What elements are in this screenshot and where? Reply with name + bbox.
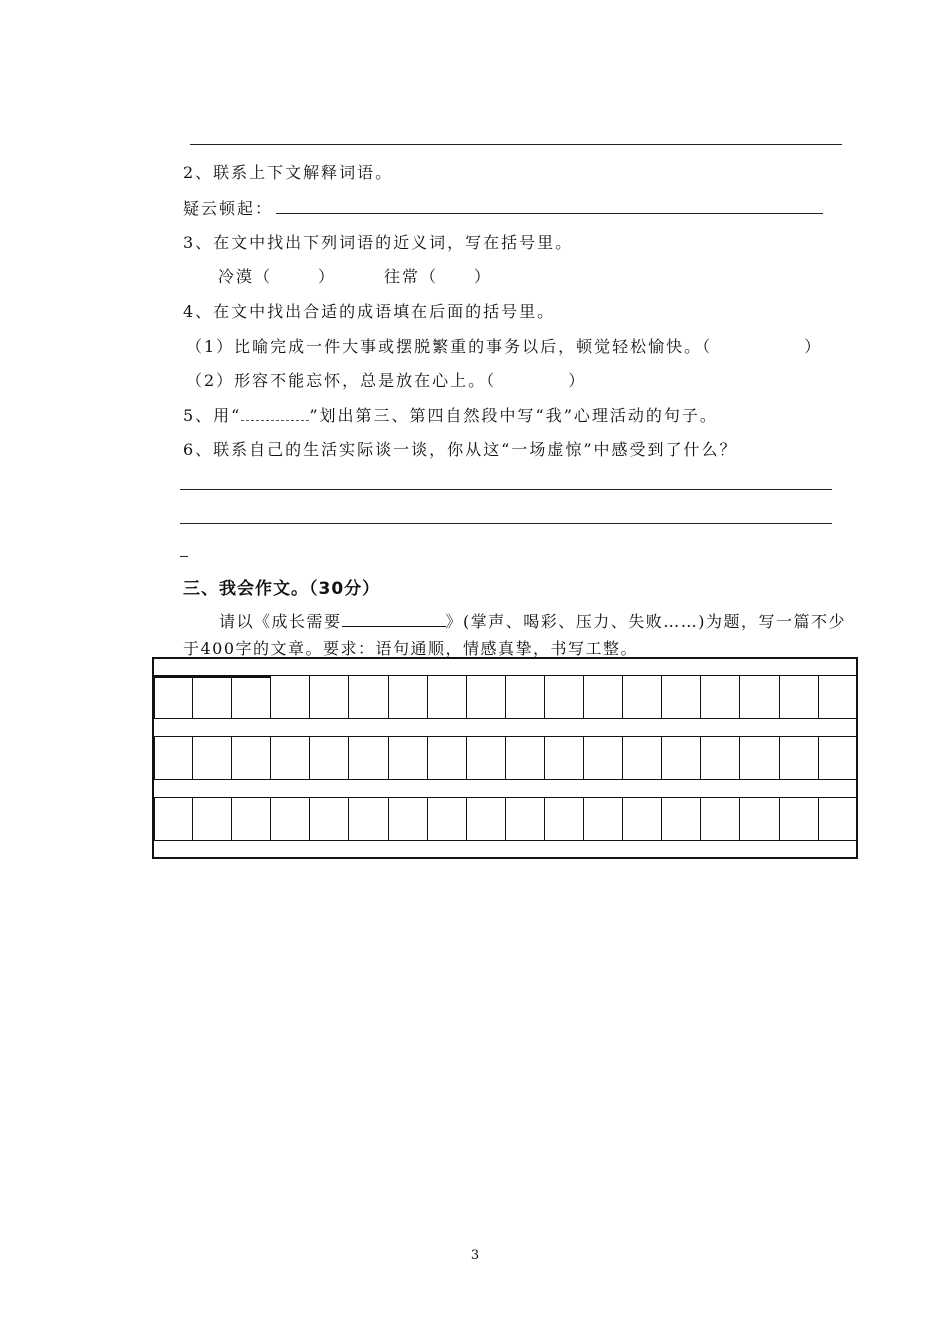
- question-3-item-1-close: ）: [318, 267, 337, 286]
- grid-cell[interactable]: [271, 737, 310, 779]
- grid-cell[interactable]: [819, 676, 858, 718]
- grid-cell[interactable]: [701, 737, 740, 779]
- grid-cell[interactable]: [232, 798, 271, 840]
- grid-cell[interactable]: [154, 737, 193, 779]
- question-3-item-2-close: ）: [474, 267, 493, 286]
- grid-cell[interactable]: [232, 676, 271, 718]
- grid-cell[interactable]: [584, 798, 623, 840]
- grid-cell[interactable]: [349, 676, 388, 718]
- grid-cell[interactable]: [545, 737, 584, 779]
- grid-cell[interactable]: [428, 676, 467, 718]
- question-6-answer-line-2[interactable]: [180, 523, 832, 524]
- grid-cell[interactable]: [780, 676, 819, 718]
- grid-cell[interactable]: [545, 798, 584, 840]
- section-3-heading: 三、我会作文。（30分）: [183, 579, 381, 599]
- question-3-item-2: [384, 264, 492, 287]
- question-2-label: 2、联系上下文解释词语。: [183, 163, 394, 182]
- grid-cell[interactable]: [349, 737, 388, 779]
- grid-cell[interactable]: [310, 737, 349, 779]
- question-6-label: 6、联系自己的生活实际谈一谈，你从这“一场虚惊”中感受到了什么？: [183, 440, 738, 459]
- grid-cell[interactable]: [623, 676, 662, 718]
- grid-cell[interactable]: [467, 737, 506, 779]
- question-5-after: ”划出第三、第四自然段中写“我”心理活动的句子。: [309, 406, 718, 425]
- grid-cell[interactable]: [506, 737, 545, 779]
- question-4-sub-2-close: ）: [568, 371, 587, 390]
- question-2-answer-line[interactable]: [276, 213, 823, 214]
- grid-cell[interactable]: [740, 798, 779, 840]
- question-5: [183, 403, 718, 426]
- question-2-term: 疑云顿起：: [183, 199, 274, 218]
- grid-row-3: [154, 797, 858, 841]
- grid-cell[interactable]: [428, 798, 467, 840]
- question-4-sub-1: [186, 334, 822, 357]
- answer-line-top[interactable]: [190, 144, 842, 145]
- question-6-answer-line-stub: [180, 556, 188, 557]
- grid-cell[interactable]: [584, 737, 623, 779]
- question-4-sub-2: [186, 368, 586, 391]
- essay-writing-grid: [152, 657, 858, 859]
- section-3-prompt-part-1: 请以《成长需要: [219, 612, 342, 631]
- question-4-sub-1-text: （1）比喻完成一件大事或摆脱繁重的事务以后，顿觉轻松愉快。（: [186, 337, 713, 356]
- grid-cell[interactable]: [467, 798, 506, 840]
- grid-cell[interactable]: [467, 676, 506, 718]
- section-3-prompt-line-2: 于400字的文章。要求：语句通顺，情感真挚，书写工整。: [183, 639, 639, 658]
- question-3-item-1-text: 冷漠（: [218, 267, 273, 286]
- grid-cell[interactable]: [623, 737, 662, 779]
- grid-cell[interactable]: [740, 737, 779, 779]
- question-4-sub-1-close: ）: [804, 337, 823, 356]
- grid-cell[interactable]: [193, 737, 232, 779]
- grid-cell[interactable]: [545, 676, 584, 718]
- grid-cell[interactable]: [701, 676, 740, 718]
- grid-cell[interactable]: [662, 798, 701, 840]
- grid-cell[interactable]: [428, 737, 467, 779]
- question-5-before: 5、用“: [183, 406, 242, 425]
- question-3-label: 3、在文中找出下列词语的近义词，写在括号里。: [183, 233, 574, 252]
- grid-row-1: [154, 675, 858, 719]
- grid-cell[interactable]: [349, 798, 388, 840]
- grid-cell[interactable]: [154, 676, 193, 718]
- grid-cell[interactable]: [819, 798, 858, 840]
- grid-cell[interactable]: [193, 676, 232, 718]
- grid-cell[interactable]: [662, 676, 701, 718]
- essay-title-blank[interactable]: [342, 612, 446, 627]
- grid-cell[interactable]: [154, 798, 193, 840]
- grid-cell[interactable]: [623, 798, 662, 840]
- grid-cell[interactable]: [310, 798, 349, 840]
- grid-cell[interactable]: [506, 676, 545, 718]
- grid-cell[interactable]: [271, 676, 310, 718]
- grid-cell[interactable]: [584, 676, 623, 718]
- grid-cell[interactable]: [232, 737, 271, 779]
- grid-cell[interactable]: [310, 676, 349, 718]
- question-6-answer-line-1[interactable]: [180, 489, 832, 490]
- grid-row-2: [154, 736, 858, 780]
- page-number: 3: [470, 1248, 480, 1263]
- grid-cell[interactable]: [193, 798, 232, 840]
- question-4-sub-2-text: （2）形容不能忘怀，总是放在心上。（: [186, 371, 497, 390]
- question-5-wavy-line-sample: [241, 408, 309, 421]
- grid-cell[interactable]: [389, 676, 428, 718]
- question-3-item-1: [218, 264, 336, 287]
- section-3-prompt-line-1: [219, 609, 846, 632]
- grid-cell[interactable]: [506, 798, 545, 840]
- grid-cell[interactable]: [389, 737, 428, 779]
- grid-cell[interactable]: [780, 798, 819, 840]
- grid-cell[interactable]: [740, 676, 779, 718]
- question-3-item-2-text: 往常（: [384, 267, 439, 286]
- grid-cell[interactable]: [701, 798, 740, 840]
- grid-cell[interactable]: [271, 798, 310, 840]
- grid-cell[interactable]: [780, 737, 819, 779]
- question-4-label: 4、在文中找出合适的成语填在后面的括号里。: [183, 302, 556, 321]
- grid-cell[interactable]: [662, 737, 701, 779]
- section-3-prompt-part-2: 》(掌声、喝彩、压力、失败……)为题，写一篇不少: [445, 612, 847, 631]
- grid-cell[interactable]: [389, 798, 428, 840]
- grid-cell[interactable]: [819, 737, 858, 779]
